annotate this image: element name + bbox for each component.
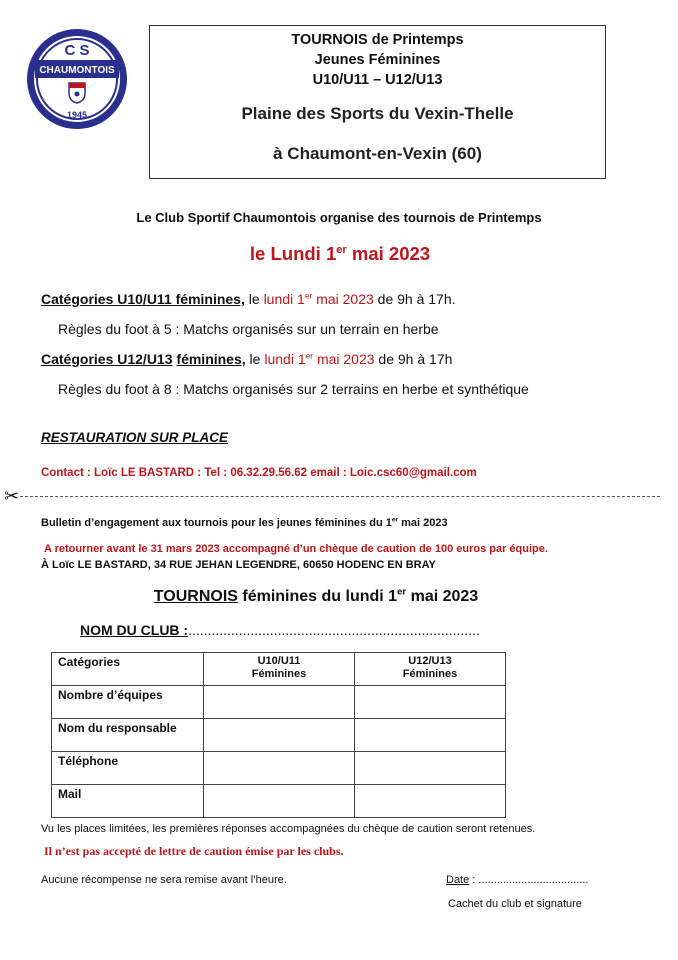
cell-teams-u10[interactable] xyxy=(204,686,355,719)
club-name-label: NOM DU CLUB : xyxy=(80,622,189,638)
table-header-row xyxy=(52,653,506,686)
event-date-sup: er xyxy=(336,243,347,256)
category-u10-rules: Règles du foot à 5 : Matchs organisés sur un terrain en herbe xyxy=(58,321,439,337)
bulletin-heading: Bulletin d’engagement aux tournois pour les jeunes féminines du 1er mai 2023 xyxy=(41,516,448,529)
category-u10-date: lundi 1er mai 2023 xyxy=(263,290,374,307)
cut-line xyxy=(20,496,660,497)
title-line-1: TOURNOIS de Printemps xyxy=(291,32,464,48)
logo-letters: C S xyxy=(64,42,90,59)
caution-warning: Il n’est pas accepté de lettre de caution émise par les clubs. xyxy=(44,844,344,858)
intro-text: Le Club Sportif Chaumontois organise des tournois de Printemps xyxy=(136,210,542,225)
title-line-2: Jeunes Féminines xyxy=(314,52,441,68)
category-u12-hours: de 9h à 17h xyxy=(374,351,453,367)
category-u10-connector: le xyxy=(244,291,264,307)
category-u10-label: Catégories U10/U11 féminines, xyxy=(41,291,245,307)
date-dots: : .................................... xyxy=(469,874,589,886)
return-address: À Loïc LE BASTARD, 34 RUE JEHAN LEGENDRE, 60650 HODENC EN BRAY xyxy=(41,559,436,571)
table-row xyxy=(52,785,506,818)
table-header-categories: Catégories xyxy=(52,653,204,686)
row-label-manager: Nom du responsable xyxy=(52,719,204,752)
category-u12-connector: le xyxy=(245,351,265,367)
category-u10-line xyxy=(41,291,456,307)
category-u12-rules: Règles du foot à 8 : Matchs organisés sur 2 terrains en herbe et synthétique xyxy=(58,381,529,397)
event-date-suffix: mai 2023 xyxy=(346,243,431,264)
signature-label: Cachet du club et signature xyxy=(448,898,582,910)
category-u10-hours: de 9h à 17h. xyxy=(373,291,456,307)
table-header-u10: U10/U11 Féminines xyxy=(204,653,355,686)
club-name-field[interactable] xyxy=(80,622,480,638)
places-note: Vu les places limitées, les premières réponses accompagnées du chèque de caution seront retenues. xyxy=(41,823,536,835)
row-label-mail: Mail xyxy=(52,785,204,818)
venue: Plaine des Sports du Vexin-Thelle xyxy=(241,104,514,123)
logo-club-name: CHAUMONTOIS xyxy=(39,65,115,76)
club-name-dots: ........................................................................... xyxy=(188,622,480,638)
table-row xyxy=(52,719,506,752)
date-field[interactable] xyxy=(446,874,588,886)
event-date-prefix: le Lundi 1 xyxy=(249,243,337,264)
form-title: TOURNOIS féminines du lundi 1er mai 2023 xyxy=(153,586,479,605)
cell-manager-u12[interactable] xyxy=(354,719,505,752)
category-u12-label-b: féminines, xyxy=(176,351,246,367)
date-label: Date xyxy=(446,874,470,886)
category-u12-line xyxy=(41,351,452,367)
contact-info: Contact : Loïc LE BASTARD : Tel : 06.32.29.56.62 email : Loic.csc60@gmail.com xyxy=(41,467,477,479)
table-row xyxy=(52,686,506,719)
restauration-heading: RESTAURATION SUR PLACE xyxy=(41,430,229,445)
cell-phone-u10[interactable] xyxy=(204,752,355,785)
title-line-3: U10/U11 – U12/U13 xyxy=(312,72,443,88)
cell-phone-u12[interactable] xyxy=(354,752,505,785)
cell-mail-u10[interactable] xyxy=(204,785,355,818)
cell-manager-u10[interactable] xyxy=(204,719,355,752)
row-label-phone: Téléphone xyxy=(52,752,204,785)
event-date xyxy=(50,243,630,265)
registration-table xyxy=(51,652,506,818)
cell-mail-u12[interactable] xyxy=(354,785,505,818)
category-u12-label: Catégories U12/U13 xyxy=(41,351,173,367)
table-row xyxy=(52,752,506,785)
category-u12-date: lundi 1er mai 2023 xyxy=(264,350,375,367)
scissors-icon: ✂ xyxy=(4,486,20,506)
table-header-u12: U12/U13 Féminines xyxy=(354,653,505,686)
row-label-teams: Nombre d’équipes xyxy=(52,686,204,719)
club-logo xyxy=(25,27,129,131)
logo-crest-icon xyxy=(69,83,85,103)
logo-year: 1945 xyxy=(66,110,88,120)
return-instructions: A retourner avant le 31 mars 2023 accompagné d’un chèque de caution de 100 euros par équipe. xyxy=(44,543,548,555)
cell-teams-u12[interactable] xyxy=(354,686,505,719)
reward-note: Aucune récompense ne sera remise avant l’heure. xyxy=(41,874,287,886)
title-box xyxy=(149,25,606,179)
location: à Chaumont-en-Vexin (60) xyxy=(273,144,482,163)
